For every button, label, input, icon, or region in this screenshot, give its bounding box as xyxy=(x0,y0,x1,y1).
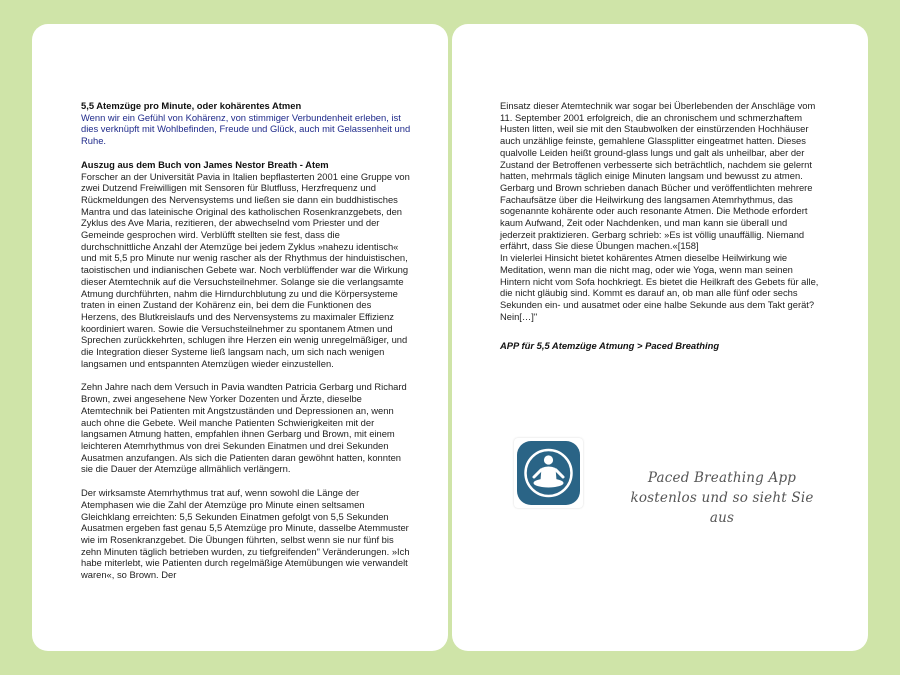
section1-title: 5,5 Atemzüge pro Minute, oder kohärentes Atmen xyxy=(81,100,302,111)
section1-intro: Wenn wir ein Gefühl von Kohärenz, von stimmiger Verbundenheit erleben, ist dies verknüpft mit Wohlbefinden, Freude und Glück, auch mit Gelassenheit und Ruhe. xyxy=(81,111,411,147)
section2-title: Auszug aus dem Buch von James Nestor Breath - Atem xyxy=(81,158,329,170)
meditation-app-icon xyxy=(514,438,583,508)
section2-paragraph-1: Forscher an der Universität Pavia in Italien bepflasterten 2001 eine Gruppe von zwei Dutzend Freiwilligen mit Sensoren für Blutfluss, Herzfrequenz und Rückmeldungen des Nervensystems und ließen sie dann ein buddhistisches Mantra und das lateinische Original des katholischen Rosenkranzgebets, den Zyklus des Ave Maria, rezitieren, der abwechselnd vom Priester und der Gemeinde gesprochen wird. Verblüfft stellten sie fest, dass die durchschnittliche Anzahl der Atemzüge bei jedem Zyklus »nahezu identisch« und mit 5,5 pro Minute nur wenig rascher als der Rhythmus der hinduistischen, taoistischen und indianischen Gebete war. Noch verblüffender war die Wirkung dieser Atemtechnik auf die Versuchsteilnehmer. Solange sie die verlangsamte Atmung durchführten, nahm die Hirndurchblutung zu und die Körpersysteme traten in einen Zustand der Kohärenz ein, bei dem die Funktionen des Herzens, des Blutkreislaufs und des Nervensystems zu maximaler Effizienz koordiniert waren. Sowie die Versuchsteilnehmer zu spontanem Atmen und Sprechen zurückkehrten, schlugen ihre Herzen ein wenig unregelmäßiger, und die Integration dieser Systeme ließ langsam nach, um sich nach wenigen langsamen und entspannten Atemzügen wieder einzustellen. xyxy=(81,170,410,369)
caption-line-1: Paced Breathing App xyxy=(647,470,797,486)
left-page xyxy=(32,24,448,651)
continued-text-2: In vielerlei Hinsicht bietet kohärentes Atmen dieselbe Heilwirkung wie Meditation, wenn man die nicht mag, oder wie Yoga, wenn man seinen Hintern nicht vom Sofa hochkriegt. Es bietet die Heilkraft des Gebets für alle, die nicht gläubig sind. Kommt es darauf an, ob man alle fünf oder sechs Sekunden ein- und ausatmet oder eine halbe Sekunde aus dem Takt gerät? Nein[…]" xyxy=(500,252,819,322)
app-caption xyxy=(622,468,822,528)
continued-text: Einsatz dieser Atemtechnik war sogar bei Überlebenden der Anschläge vom 11. September 2001 erfolgreich, die an chronischem und schmerzhaftem Husten litten, weil sie mit den Staubwolken der einstürzenden Hochhäuser auch unzählige feinste, gemahlene Glassplitter eingeatmet hatten. Dieses qualvolle Leiden heißt ground-glass lungs und galt als unheilbar, aber der Zustand der Betroffenen verbesserte sich beträchtlich, nachdem sie gelernt hatten, mehrmals täglich einige Minuten langsam und bewusst zu atmen. Gerbarg und Brown schrieben danach Bücher und veröffentlichten mehrere Fachaufsätze über die Heilwirkung des langsamen Atemrhythmus, das sogenannte kohärente oder auch resonante Atmen. Die Methode erfordert kaum Aufwand, Zeit oder Nachdenken, und man kann sie überall und jederzeit praktizieren. Gerbarg schrieb: »Es ist völlig unauffällig. Niemand erfährt, dass Sie diese Übungen machen.«[158] xyxy=(500,100,816,252)
right-column xyxy=(500,100,822,322)
left-column xyxy=(81,100,411,581)
caption-line-2: kostenlos und so sieht Sie aus xyxy=(630,490,814,526)
right-page xyxy=(452,24,868,651)
section2-paragraph-2: Zehn Jahre nach dem Versuch in Pavia wandten Patricia Gerbarg und Richard Brown, zwei angesehene New Yorker Dozenten und Ärzte, dieselbe Atemtechnik bei Patienten mit Angstzuständen und Depressionen an, wenn auch ohne die Gebete. Weil manche Patienten Schwierigkeiten mit der langsamen Atmung hatten, empfahlen ihnen Gerbarg und Brown, mit einem leichteren Atemrhythmus von drei Sekunden Einatmen und drei Sekunden Ausatmen anzufangen. Als sich die Patienten daran gewöhnt hatten, konnten sie die Dauer der Atemzüge allmählich verlängern. xyxy=(81,381,407,475)
app-link-text: APP für 5,5 Atemzüge Atmung > Paced Breathing xyxy=(500,340,720,351)
section2-paragraph-3: Der wirksamste Atemrhythmus trat auf, wenn sowohl die Länge der Atemphasen wie die Zahl der Atemzüge pro Minute einen seltsamen Gleichklang erreichten: 5,5 Sekunden Einatmen gefolgt von 5,5 Sekunden Ausatmen ergeben fast genau 5,5 Atemzüge pro Minute, dasselbe Atemmuster wie im Rosenkranzgebet. Die Übungen führten, selbst wenn sie nur fünf bis zehn Minuten täglich betrieben wurden, zu tiefgreifenden" Veränderungen. »Ich habe miterlebt, wie Patienten durch regelmäßige Atemübungen wie verwandelt waren«, so Brown. Der xyxy=(81,487,410,581)
